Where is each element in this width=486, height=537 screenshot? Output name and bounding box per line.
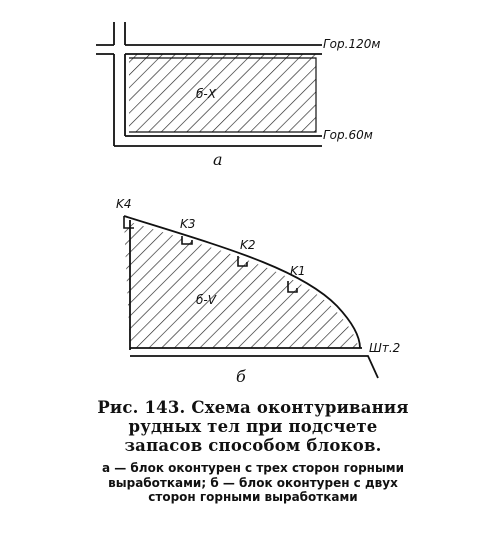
bottom-drift: [130, 348, 378, 378]
diagram-a: [96, 22, 380, 169]
point-k2-label: K2: [240, 238, 256, 252]
point-k1-label: K1: [290, 264, 306, 278]
diagram-b: [116, 197, 400, 386]
panel-a-label: а: [213, 150, 223, 169]
level-120-label: Гор.120м: [323, 37, 381, 51]
block-a-label: б-X: [196, 87, 216, 101]
lower-drift: [114, 136, 322, 146]
drift-label: Шт.2: [369, 341, 401, 355]
point-k3-label: K3: [180, 217, 196, 231]
point-k4-label: K4: [116, 197, 132, 211]
caption-title: Рис. 143. Схема оконтуривания рудных тел при подсчете запасов способом блоков.: [97, 398, 409, 455]
block-a-hatched-area: [129, 54, 316, 132]
panel-b-label: б: [236, 367, 246, 386]
figure-caption: [92, 398, 414, 505]
block-b-label: б-V: [196, 293, 216, 307]
upper-drift: [96, 45, 322, 54]
raise-shaft: [114, 22, 125, 146]
level-60-label: Гор.60м: [323, 128, 373, 142]
caption-body: а — блок оконтурен с трех сторон горными выработками; б — блок оконтурен с двух сторон горными выработками: [101, 461, 405, 504]
